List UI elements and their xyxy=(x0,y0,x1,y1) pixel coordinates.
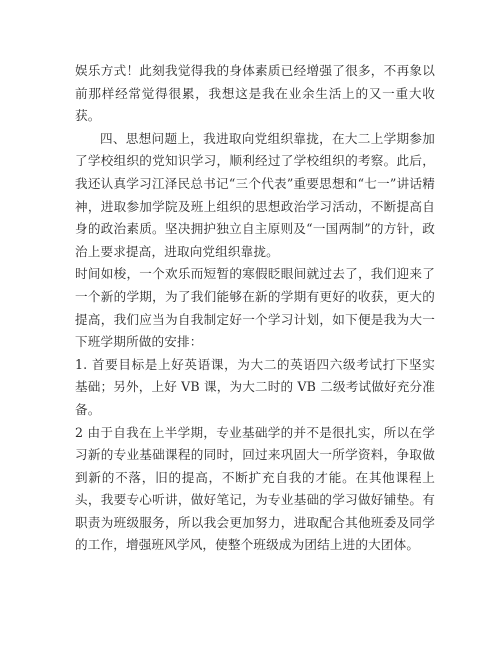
paragraph-political-thought: 四、思想问题上，我进取向党组织靠拢，在大二上学期参加了学校组织的党知识学习，顺利经过了学校组织的考察。此后，我还认真学习江泽民总书记“三个代表”重要思想和“七一”讲话精神，进取参加学院及班上组织的思想政治学习活动，不断提高自身的政治素质。坚决拥护独立自主原则及“一国两制”的方针，政治上要求提高，进取向党组织靠拢。 xyxy=(75,130,435,259)
paragraph-continuation: 娱乐方式！此刻我觉得我的身体素质已经增强了很多，不再象以前那样经常觉得很累，我想这是我在业余生活上的又一重大收获。 xyxy=(75,63,435,124)
paragraph-new-semester: 时间如梭，一个欢乐而短暂的寒假眨眼间就过去了，我们迎来了一个新的学期，为了我们能够在新的学期有更好的收获，更大的提高，我们应当为自我制定好一个学习计划，如下便是我为大一下班学期所做的安排： xyxy=(75,266,435,350)
document-body xyxy=(75,60,435,557)
paragraph-plan-item-1: 1. 首要目标是上好英语课，为大二的英语四六级考试打下坚实基础；另外，上好 VB 课，为大二时的 VB 二级考试做好充分准备。 xyxy=(75,356,435,417)
paragraph-plan-item-2: 2 由于自我在上半学期，专业基础学的并不是很扎实，所以在学习新的专业基础课程的同时，回过来巩固大一所学资料，争取做到新的不落，旧的提高，不断扩充自我的才能。在其他课程上头，我要专心听讲，做好笔记，为专业基础的学习做好铺垫。有职责为班级服务，所以我会更加努力，进取配合其他班委及同学的工作，增强班风学风，使整个班级成为团结上进的大团体。 xyxy=(75,424,435,553)
